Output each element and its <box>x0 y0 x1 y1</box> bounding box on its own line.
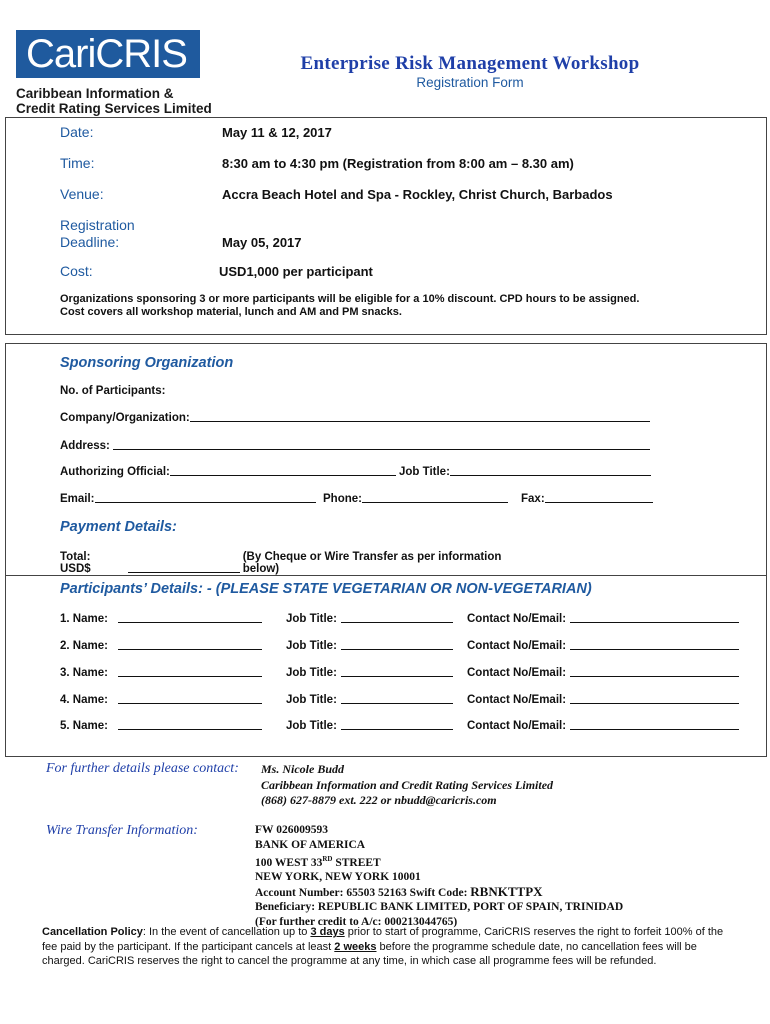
email-label: Email: <box>60 493 95 505</box>
wire-street-word: STREET <box>332 856 381 869</box>
date-label: Date: <box>60 124 94 140</box>
wire-street-suffix: RD <box>322 855 333 863</box>
participant-3-contact-field[interactable] <box>467 667 739 679</box>
payment-total-label: Total: USD$ <box>60 551 91 575</box>
page-subtitle: Registration Form <box>416 75 524 90</box>
wire-account <box>255 885 623 901</box>
wire-transfer-label: Wire Transfer Information: <box>46 823 198 838</box>
participant-5-job-title-field[interactable] <box>286 720 453 732</box>
section-divider <box>5 575 767 576</box>
participant-2-name-field[interactable] <box>60 640 262 652</box>
wire-routing: FW 026009593 <box>255 824 328 836</box>
caricris-logo <box>16 30 200 78</box>
participant-3-name-field[interactable] <box>60 667 262 679</box>
payment-total-line[interactable] <box>128 551 240 573</box>
participant-4-name-field[interactable] <box>60 694 262 706</box>
deadline-label-line-2: Deadline: <box>60 234 120 250</box>
wire-further-credit: (For further credit to A/c: 000213044765) <box>255 915 458 928</box>
sponsor-job-title-line[interactable] <box>450 466 651 476</box>
fax-line[interactable] <box>545 493 653 503</box>
participant-5-job-title-label: Job Title: <box>286 720 337 732</box>
phone-line[interactable] <box>362 493 508 503</box>
participant-4-job-title-label: Job Title: <box>286 694 337 706</box>
contact-name: Ms. Nicole Budd <box>261 762 345 776</box>
cost-coverage-note: Cost covers all workshop material, lunch and AM and PM snacks. <box>60 306 402 318</box>
wire-beneficiary: Beneficiary: REPUBLIC BANK LIMITED, PORT OF SPAIN, TRINIDAD <box>255 901 624 914</box>
policy-days: 3 days <box>310 926 345 938</box>
payment-details-heading: Payment Details: <box>60 519 177 535</box>
participant-3-contact-line[interactable] <box>570 667 739 677</box>
company-field[interactable] <box>60 412 650 424</box>
phone-field[interactable] <box>323 493 508 505</box>
authorizing-official-label: Authorizing Official: <box>60 466 170 478</box>
address-label: Address: <box>60 440 110 452</box>
contact-phone-email: (868) 627-8879 ext. 222 or nbudd@caricris.com <box>261 793 497 807</box>
wire-street-number: 100 WEST 33 <box>255 856 323 869</box>
venue-value: Accra Beach Hotel and Spa - Rockley, Christ Church, Barbados <box>222 187 613 202</box>
deadline-label-line-1: Registration <box>60 217 135 233</box>
participants-count-label: No. of Participants: <box>60 385 166 397</box>
address-line[interactable] <box>113 440 650 450</box>
participant-1-job-title-label: Job Title: <box>286 613 337 625</box>
email-field[interactable] <box>60 493 316 505</box>
fax-field[interactable] <box>521 493 653 505</box>
participant-2-name-label: 2. Name: <box>60 640 108 652</box>
venue-label: Venue: <box>60 186 104 202</box>
participant-2-contact-line[interactable] <box>570 640 739 650</box>
participant-5-contact-field[interactable] <box>467 720 739 732</box>
participant-3-contact-label: Contact No/Email: <box>467 667 567 679</box>
company-line[interactable] <box>190 412 650 422</box>
wire-swift-code: RBNKTTPX <box>470 883 543 899</box>
participants-details-heading: Participants’ Details: - (PLEASE STATE VEGETARIAN OR NON-VEGETARIAN) <box>60 581 592 597</box>
participant-2-name-line[interactable] <box>118 640 262 650</box>
logo-plus-mark: + <box>190 64 198 78</box>
company-label: Company/Organization: <box>60 412 190 424</box>
time-value: 8:30 am to 4:30 pm (Registration from 8:00 am – 8.30 am) <box>222 156 574 171</box>
participant-4-name-label: 4. Name: <box>60 694 108 706</box>
participant-1-job-title-line[interactable] <box>341 613 453 623</box>
participant-1-name-line[interactable] <box>118 613 262 623</box>
participant-4-job-title-line[interactable] <box>341 694 453 704</box>
participant-3-job-title-label: Job Title: <box>286 667 337 679</box>
wire-bank-city: NEW YORK, NEW YORK 10001 <box>255 871 421 884</box>
participant-2-job-title-label: Job Title: <box>286 640 337 652</box>
wire-account-number: Account Number: 65503 52163 Swift Code: <box>255 886 471 899</box>
participant-5-job-title-line[interactable] <box>341 720 453 730</box>
participant-5-name-line[interactable] <box>118 720 262 730</box>
company-name-line-2: Credit Rating Services Limited <box>16 101 212 116</box>
participant-2-contact-field[interactable] <box>467 640 739 652</box>
participant-5-contact-line[interactable] <box>570 720 739 730</box>
page-title: Enterprise Risk Management Workshop <box>300 53 640 74</box>
address-field[interactable] <box>60 440 650 452</box>
sponsor-job-title-label: Job Title: <box>399 466 450 478</box>
contact-organization: Caribbean Information and Credit Rating Services Limited <box>261 777 554 792</box>
participants-count-field[interactable] <box>60 385 165 397</box>
payment-method-note: (By Cheque or Wire Transfer as per information below) <box>242 551 502 575</box>
participant-4-name-line[interactable] <box>118 694 262 704</box>
fax-label: Fax: <box>521 493 545 505</box>
email-line[interactable] <box>95 493 316 503</box>
payment-total-field[interactable] <box>60 551 540 575</box>
authorizing-official-line[interactable] <box>170 466 396 476</box>
participant-5-contact-label: Contact No/Email: <box>467 720 567 732</box>
company-name-line-1: Caribbean Information & <box>16 86 174 101</box>
participant-1-contact-field[interactable] <box>467 613 739 625</box>
contact-block <box>261 762 553 809</box>
policy-text-3: before the programme schedule date, no cancellation fees will be charged. CariCRIS reserves the right to cancel the programme at any time, in which case all programme fees will be refunded. <box>42 940 697 967</box>
participant-2-job-title-field[interactable] <box>286 640 453 652</box>
participant-5-name-field[interactable] <box>60 720 262 732</box>
discount-note: Organizations sponsoring 3 or more participants will be eligible for a 10% discount. CPD hours to be assigned. <box>60 293 640 305</box>
sponsor-job-title-field[interactable] <box>399 466 651 478</box>
logo-text: CariCRIS <box>26 32 187 76</box>
participant-1-contact-label: Contact No/Email: <box>467 613 567 625</box>
cost-label: Cost: <box>60 263 93 279</box>
participant-4-contact-line[interactable] <box>570 694 739 704</box>
wire-bank-street <box>255 852 623 870</box>
participant-2-contact-label: Contact No/Email: <box>467 640 567 652</box>
cancellation-policy <box>42 925 732 969</box>
time-label: Time: <box>60 155 95 171</box>
participant-3-name-label: 3. Name: <box>60 667 108 679</box>
participant-3-job-title-field[interactable] <box>286 667 453 679</box>
date-value: May 11 & 12, 2017 <box>222 125 332 140</box>
wire-bank-name: BANK OF AMERICA <box>255 838 366 851</box>
policy-text-1: : In the event of cancellation up to <box>142 926 311 938</box>
wire-transfer-block <box>255 823 623 929</box>
deadline-label <box>60 217 135 251</box>
phone-label: Phone: <box>323 493 362 505</box>
participant-4-contact-field[interactable] <box>467 694 739 706</box>
participant-1-name-field[interactable] <box>60 613 262 625</box>
participant-4-contact-label: Contact No/Email: <box>467 694 567 706</box>
policy-weeks: 2 weeks <box>334 940 377 953</box>
participant-5-name-label: 5. Name: <box>60 720 108 732</box>
participant-3-job-title-line[interactable] <box>341 667 453 677</box>
participant-1-contact-line[interactable] <box>570 613 739 623</box>
company-name <box>16 86 212 116</box>
contact-label: For further details please contact: <box>46 761 239 776</box>
authorizing-official-field[interactable] <box>60 466 396 478</box>
participant-4-job-title-field[interactable] <box>286 694 453 706</box>
cancellation-policy-label: Cancellation Policy <box>42 926 143 938</box>
participant-1-name-label: 1. Name: <box>60 613 108 625</box>
participant-3-name-line[interactable] <box>118 667 262 677</box>
participant-1-job-title-field[interactable] <box>286 613 453 625</box>
sponsoring-organization-heading: Sponsoring Organization <box>60 355 234 371</box>
deadline-value: May 05, 2017 <box>222 235 302 250</box>
cost-value: USD1,000 per participant <box>219 264 373 279</box>
participant-2-job-title-line[interactable] <box>341 640 453 650</box>
policy-text-2: prior to start of programme, CariCRIS reserves the right to forfeit 100% of the fee paid by the participant. If the participant cancels at least <box>42 926 724 953</box>
